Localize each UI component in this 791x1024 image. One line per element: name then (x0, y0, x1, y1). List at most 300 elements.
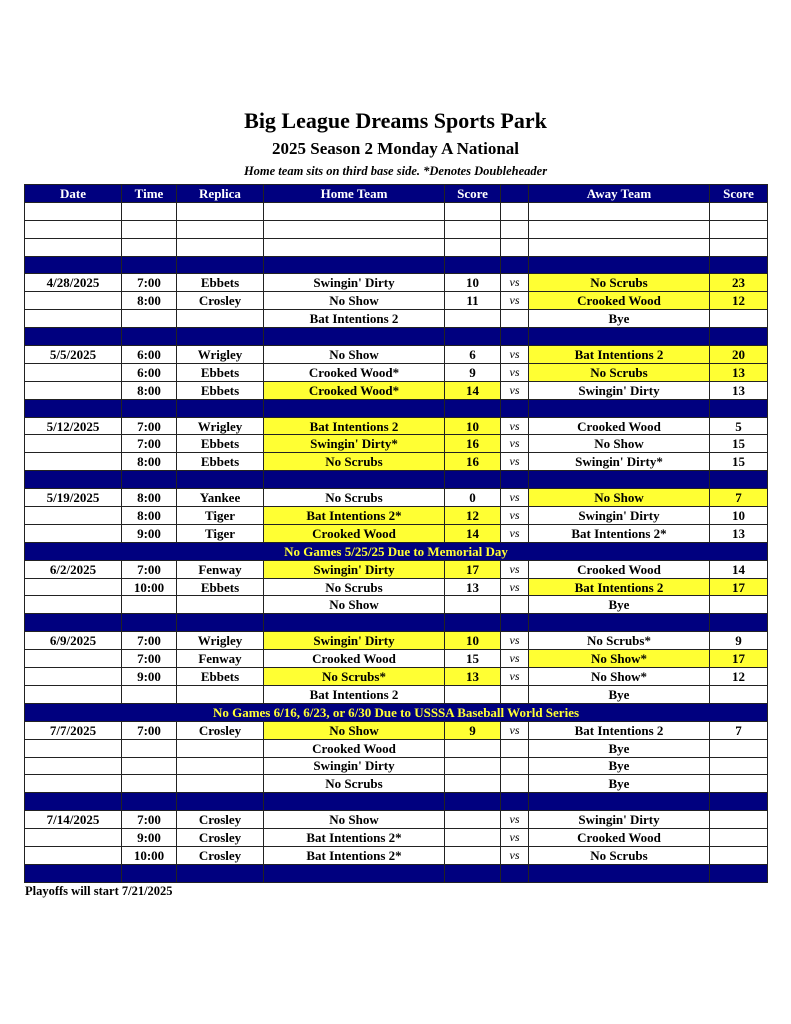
home-score-cell: 6 (445, 346, 501, 364)
game-row (25, 578, 768, 596)
date-cell (25, 829, 122, 847)
away-team-cell (529, 471, 710, 489)
time-cell: 8:00 (122, 507, 177, 525)
date-cell (25, 220, 122, 238)
home-team-cell: Swingin' Dirty* (264, 435, 445, 453)
home-score-cell (445, 399, 501, 417)
home-score-cell (445, 811, 501, 829)
notice-row (25, 542, 768, 560)
replica-cell: Crosley (177, 829, 264, 847)
away-team-cell: No Show (529, 435, 710, 453)
game-row (25, 775, 768, 793)
replica-cell: Wrigley (177, 346, 264, 364)
vs-cell (501, 793, 529, 811)
header-vs (501, 185, 529, 203)
home-score-cell (445, 220, 501, 238)
time-cell: 7:00 (122, 811, 177, 829)
time-cell: 9:00 (122, 829, 177, 847)
time-cell: 9:00 (122, 524, 177, 542)
away-team-cell (529, 202, 710, 220)
away-score-cell (710, 471, 768, 489)
home-score-cell (445, 829, 501, 847)
replica-cell (177, 757, 264, 775)
home-team-cell: Swingin' Dirty (264, 757, 445, 775)
vs-cell (501, 238, 529, 256)
vs-cell: vs (501, 578, 529, 596)
replica-cell: Tiger (177, 507, 264, 525)
away-score-cell (710, 614, 768, 632)
away-team-cell: Bye (529, 739, 710, 757)
game-row (25, 363, 768, 381)
vs-cell (501, 310, 529, 328)
vs-cell (501, 328, 529, 346)
game-row (25, 721, 768, 739)
vs-cell: vs (501, 435, 529, 453)
home-score-cell (445, 685, 501, 703)
home-score-cell (445, 614, 501, 632)
time-cell (122, 596, 177, 614)
date-cell (25, 292, 122, 310)
time-cell: 10:00 (122, 578, 177, 596)
home-score-cell: 13 (445, 578, 501, 596)
date-cell (25, 846, 122, 864)
home-team-cell (264, 202, 445, 220)
away-score-cell: 15 (710, 453, 768, 471)
replica-cell: Ebbets (177, 453, 264, 471)
playoffs-note: Playoffs will start 7/21/2025 (25, 884, 173, 898)
home-team-cell: Crooked Wood* (264, 381, 445, 399)
header-home-team: Home Team (264, 185, 445, 203)
date-cell (25, 775, 122, 793)
time-cell: 7:00 (122, 560, 177, 578)
date-cell (25, 793, 122, 811)
time-cell: 6:00 (122, 363, 177, 381)
home-team-cell (264, 614, 445, 632)
header-replica: Replica (177, 185, 264, 203)
home-team-cell (264, 238, 445, 256)
date-cell (25, 310, 122, 328)
game-row (25, 417, 768, 435)
vs-cell: vs (501, 381, 529, 399)
header-row (25, 185, 768, 203)
blank-row (25, 202, 768, 220)
away-team-cell: No Scrubs (529, 363, 710, 381)
away-team-cell: No Show (529, 489, 710, 507)
away-score-cell: 15 (710, 435, 768, 453)
home-team-cell: No Scrubs* (264, 668, 445, 686)
time-cell (122, 739, 177, 757)
away-team-cell: No Scrubs (529, 274, 710, 292)
home-team-cell: No Show (264, 596, 445, 614)
home-score-cell: 13 (445, 668, 501, 686)
away-team-cell (529, 614, 710, 632)
replica-cell: Wrigley (177, 632, 264, 650)
time-cell: 10:00 (122, 846, 177, 864)
home-team-cell: Bat Intentions 2* (264, 829, 445, 847)
game-row (25, 829, 768, 847)
home-team-cell: Crooked Wood (264, 524, 445, 542)
home-score-cell: 10 (445, 417, 501, 435)
away-score-cell (710, 399, 768, 417)
date-cell: 7/7/2025 (25, 721, 122, 739)
away-score-cell (710, 829, 768, 847)
replica-cell (177, 310, 264, 328)
away-team-cell: Swingin' Dirty (529, 811, 710, 829)
page-subtitle: 2025 Season 2 Monday A National (271, 139, 519, 158)
date-cell (25, 453, 122, 471)
away-team-cell: Swingin' Dirty (529, 381, 710, 399)
time-cell: 7:00 (122, 721, 177, 739)
home-team-cell: No Scrubs (264, 453, 445, 471)
vs-cell: vs (501, 489, 529, 507)
date-cell (25, 578, 122, 596)
home-score-cell: 15 (445, 650, 501, 668)
home-score-cell: 16 (445, 435, 501, 453)
vs-cell: vs (501, 811, 529, 829)
home-team-cell: Bat Intentions 2 (264, 310, 445, 328)
separator-row (25, 471, 768, 489)
home-team-cell (264, 399, 445, 417)
vs-cell: vs (501, 292, 529, 310)
vs-cell: vs (501, 721, 529, 739)
home-score-cell (445, 328, 501, 346)
time-cell (122, 399, 177, 417)
replica-cell (177, 614, 264, 632)
date-cell (25, 524, 122, 542)
away-score-cell (710, 310, 768, 328)
time-cell: 9:00 (122, 668, 177, 686)
home-score-cell: 9 (445, 721, 501, 739)
vs-cell: vs (501, 632, 529, 650)
blank-row (25, 220, 768, 238)
date-cell (25, 238, 122, 256)
home-score-cell: 10 (445, 274, 501, 292)
game-row (25, 739, 768, 757)
home-score-cell (445, 202, 501, 220)
date-cell: 6/9/2025 (25, 632, 122, 650)
date-cell (25, 256, 122, 274)
away-score-cell: 13 (710, 524, 768, 542)
replica-cell (177, 685, 264, 703)
away-score-cell (710, 256, 768, 274)
away-score-cell: 13 (710, 363, 768, 381)
away-team-cell (529, 793, 710, 811)
game-row (25, 310, 768, 328)
away-score-cell: 12 (710, 292, 768, 310)
time-cell (122, 793, 177, 811)
away-team-cell (529, 864, 710, 882)
header-away-team: Away Team (529, 185, 710, 203)
time-cell: 6:00 (122, 346, 177, 364)
game-row (25, 650, 768, 668)
away-team-cell: Bat Intentions 2 (529, 721, 710, 739)
home-team-cell: No Show (264, 292, 445, 310)
away-score-cell (710, 757, 768, 775)
time-cell: 7:00 (122, 435, 177, 453)
vs-cell: vs (501, 846, 529, 864)
time-cell (122, 256, 177, 274)
game-row (25, 632, 768, 650)
home-score-cell (445, 793, 501, 811)
header-time: Time (122, 185, 177, 203)
vs-cell (501, 596, 529, 614)
separator-row (25, 864, 768, 882)
date-cell: 6/2/2025 (25, 560, 122, 578)
date-cell (25, 435, 122, 453)
vs-cell: vs (501, 829, 529, 847)
vs-cell: vs (501, 507, 529, 525)
home-team-cell: Bat Intentions 2* (264, 846, 445, 864)
game-row (25, 346, 768, 364)
vs-cell: vs (501, 668, 529, 686)
away-team-cell: Bat Intentions 2* (529, 524, 710, 542)
vs-cell: vs (501, 346, 529, 364)
time-cell (122, 685, 177, 703)
away-score-cell (710, 864, 768, 882)
game-row (25, 560, 768, 578)
separator-row (25, 399, 768, 417)
away-score-cell: 5 (710, 417, 768, 435)
schedule-note: Home team sits on third base side. *Denotes Doubleheader (243, 164, 548, 178)
replica-cell: Fenway (177, 650, 264, 668)
replica-cell (177, 220, 264, 238)
away-score-cell (710, 739, 768, 757)
home-team-cell: Swingin' Dirty (264, 560, 445, 578)
replica-cell (177, 256, 264, 274)
separator-row (25, 256, 768, 274)
home-team-cell: Bat Intentions 2 (264, 417, 445, 435)
away-team-cell (529, 238, 710, 256)
vs-cell (501, 471, 529, 489)
home-score-cell: 0 (445, 489, 501, 507)
home-score-cell: 11 (445, 292, 501, 310)
home-team-cell: No Show (264, 721, 445, 739)
away-score-cell: 14 (710, 560, 768, 578)
home-team-cell (264, 471, 445, 489)
home-team-cell (264, 256, 445, 274)
away-score-cell (710, 596, 768, 614)
separator-row (25, 793, 768, 811)
replica-cell (177, 328, 264, 346)
game-row (25, 524, 768, 542)
vs-cell: vs (501, 417, 529, 435)
home-score-cell (445, 846, 501, 864)
time-cell (122, 614, 177, 632)
home-score-cell (445, 238, 501, 256)
home-score-cell (445, 471, 501, 489)
header-home-score: Score (445, 185, 501, 203)
date-cell: 5/5/2025 (25, 346, 122, 364)
home-team-cell: Bat Intentions 2 (264, 685, 445, 703)
date-cell (25, 668, 122, 686)
game-row (25, 846, 768, 864)
replica-cell (177, 864, 264, 882)
replica-cell (177, 399, 264, 417)
vs-cell (501, 775, 529, 793)
blank-row (25, 238, 768, 256)
vs-cell (501, 864, 529, 882)
date-cell (25, 399, 122, 417)
away-team-cell: Bye (529, 757, 710, 775)
home-score-cell: 14 (445, 524, 501, 542)
time-cell (122, 775, 177, 793)
vs-cell (501, 614, 529, 632)
separator-row (25, 328, 768, 346)
home-team-cell (264, 793, 445, 811)
replica-cell (177, 596, 264, 614)
time-cell: 8:00 (122, 381, 177, 399)
game-row (25, 596, 768, 614)
replica-cell (177, 775, 264, 793)
replica-cell: Ebbets (177, 578, 264, 596)
away-score-cell: 20 (710, 346, 768, 364)
replica-cell: Ebbets (177, 668, 264, 686)
away-team-cell: No Scrubs* (529, 632, 710, 650)
away-score-cell (710, 685, 768, 703)
vs-cell (501, 739, 529, 757)
away-score-cell (710, 846, 768, 864)
game-row (25, 292, 768, 310)
away-team-cell: No Show* (529, 650, 710, 668)
replica-cell (177, 793, 264, 811)
time-cell (122, 864, 177, 882)
notice-text: No Games 6/16, 6/23, or 6/30 Due to USSSA Baseball World Series (25, 703, 768, 721)
home-team-cell: No Scrubs (264, 775, 445, 793)
time-cell (122, 220, 177, 238)
replica-cell: Crosley (177, 721, 264, 739)
replica-cell (177, 739, 264, 757)
away-score-cell (710, 775, 768, 793)
game-row (25, 757, 768, 775)
date-cell (25, 328, 122, 346)
home-score-cell: 14 (445, 381, 501, 399)
vs-cell (501, 220, 529, 238)
away-team-cell: Crooked Wood (529, 829, 710, 847)
away-score-cell (710, 328, 768, 346)
game-row (25, 381, 768, 399)
vs-cell (501, 685, 529, 703)
replica-cell: Crosley (177, 846, 264, 864)
home-score-cell: 9 (445, 363, 501, 381)
replica-cell (177, 238, 264, 256)
away-score-cell: 23 (710, 274, 768, 292)
replica-cell: Ebbets (177, 381, 264, 399)
vs-cell: vs (501, 524, 529, 542)
away-score-cell: 7 (710, 721, 768, 739)
home-team-cell (264, 864, 445, 882)
away-team-cell: Bye (529, 775, 710, 793)
replica-cell (177, 471, 264, 489)
home-team-cell (264, 220, 445, 238)
time-cell (122, 328, 177, 346)
away-team-cell: Swingin' Dirty* (529, 453, 710, 471)
page-title: Big League Dreams Sports Park (244, 108, 547, 133)
date-cell (25, 596, 122, 614)
game-row (25, 811, 768, 829)
time-cell: 7:00 (122, 274, 177, 292)
away-team-cell: Bye (529, 685, 710, 703)
home-team-cell: Swingin' Dirty (264, 274, 445, 292)
schedule-table (24, 184, 768, 883)
time-cell (122, 238, 177, 256)
replica-cell: Crosley (177, 811, 264, 829)
date-cell (25, 614, 122, 632)
vs-cell: vs (501, 453, 529, 471)
replica-cell: Crosley (177, 292, 264, 310)
date-cell (25, 202, 122, 220)
game-row (25, 685, 768, 703)
home-score-cell: 10 (445, 632, 501, 650)
away-team-cell: No Show* (529, 668, 710, 686)
notice-row (25, 703, 768, 721)
home-team-cell (264, 328, 445, 346)
replica-cell: Fenway (177, 560, 264, 578)
away-team-cell: No Scrubs (529, 846, 710, 864)
separator-row (25, 614, 768, 632)
away-score-cell: 17 (710, 650, 768, 668)
replica-cell: Tiger (177, 524, 264, 542)
away-team-cell: Crooked Wood (529, 560, 710, 578)
away-score-cell: 13 (710, 381, 768, 399)
game-row (25, 489, 768, 507)
home-team-cell: Crooked Wood (264, 650, 445, 668)
time-cell (122, 471, 177, 489)
away-team-cell (529, 256, 710, 274)
game-row (25, 435, 768, 453)
game-row (25, 668, 768, 686)
vs-cell: vs (501, 560, 529, 578)
away-score-cell: 7 (710, 489, 768, 507)
date-cell (25, 864, 122, 882)
time-cell: 8:00 (122, 292, 177, 310)
away-score-cell: 9 (710, 632, 768, 650)
date-cell: 4/28/2025 (25, 274, 122, 292)
away-team-cell: Bye (529, 596, 710, 614)
away-score-cell: 10 (710, 507, 768, 525)
replica-cell: Ebbets (177, 363, 264, 381)
time-cell (122, 202, 177, 220)
away-team-cell (529, 328, 710, 346)
replica-cell: Yankee (177, 489, 264, 507)
home-team-cell: No Scrubs (264, 578, 445, 596)
date-cell (25, 507, 122, 525)
away-team-cell: Crooked Wood (529, 292, 710, 310)
date-cell: 7/14/2025 (25, 811, 122, 829)
away-team-cell: Bye (529, 310, 710, 328)
away-score-cell: 17 (710, 578, 768, 596)
away-team-cell: Swingin' Dirty (529, 507, 710, 525)
home-team-cell: Bat Intentions 2* (264, 507, 445, 525)
date-cell: 5/19/2025 (25, 489, 122, 507)
replica-cell: Ebbets (177, 435, 264, 453)
away-team-cell: Crooked Wood (529, 417, 710, 435)
home-team-cell: No Scrubs (264, 489, 445, 507)
away-score-cell (710, 220, 768, 238)
time-cell: 8:00 (122, 453, 177, 471)
date-cell (25, 650, 122, 668)
date-cell (25, 471, 122, 489)
time-cell: 7:00 (122, 632, 177, 650)
vs-cell (501, 256, 529, 274)
header-date: Date (25, 185, 122, 203)
home-score-cell (445, 739, 501, 757)
home-team-cell: Crooked Wood (264, 739, 445, 757)
home-score-cell (445, 775, 501, 793)
vs-cell (501, 399, 529, 417)
home-score-cell (445, 596, 501, 614)
vs-cell: vs (501, 274, 529, 292)
vs-cell: vs (501, 363, 529, 381)
